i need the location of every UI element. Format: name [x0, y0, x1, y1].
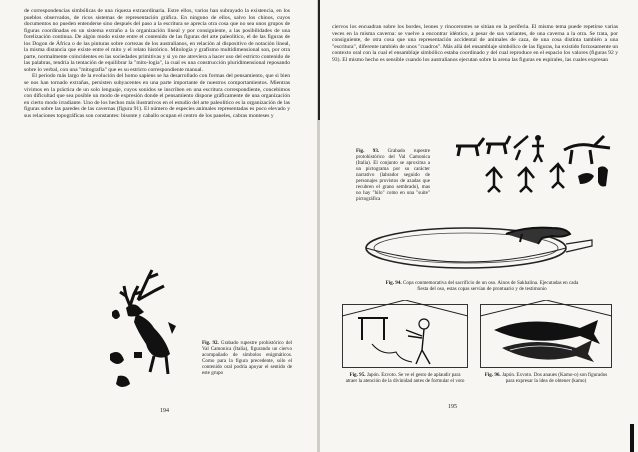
fig94-caption-text: Copa conmemorativa del sacrificio de un oso. Ainos de Sakhalina. Ejecutadas en cada fiesta del oso, estas copas servían de prontuario y de testimonio — [402, 280, 579, 292]
fig92-caption-text: Grabado rupestre prohistórico del Val Camonica (Italia), figurando un ciervo acompañado de símbolos enigmáticos. Como para la figura precedente, sólo el contenido oral podría apoyar el sentido de este grupo — [202, 340, 292, 376]
fig93-caption — [356, 148, 430, 202]
fig96-caption-text: Japón. Exvoto. Dos anaues (Kamo-o) son figurados para expresar la idea de obtener (kamo) — [502, 372, 608, 384]
fig96-exvoto-fish — [480, 300, 612, 368]
fig92-caption — [202, 340, 292, 376]
fig93-caption-number: Fig. 93. — [356, 148, 380, 154]
fig93-caption-text: Grabado rupestre protohistórico del Val Camonica (Italia). El conjunto se aproxima a un pictograma por su carácter narrativo (labrador seguido de personajes provistos de azadas que recubren el grano sembrado), mas no hay "hilo" como en una "suite" pictográfica — [356, 148, 430, 202]
left-body-text — [24, 8, 290, 256]
right-page-number: 195 — [448, 404, 457, 410]
fig96-caption — [484, 372, 608, 384]
fig95-caption-number: Fig. 95. — [349, 372, 366, 378]
right-body-text — [332, 24, 618, 120]
fig95-caption-text: Japón. Ezvoto. Se ve el gesto de aplaudir para atraer la atención de la divinidad antes de formular el voto — [345, 372, 465, 384]
fig93-petroglyph-scene — [454, 128, 616, 206]
left-page — [0, 0, 318, 452]
fig94-caption-number: Fig. 94. — [385, 280, 402, 286]
fig92-caption-number: Fig. 92. — [202, 340, 219, 346]
left-paragraph-2: El período más largo de la evolución del homo sapiens se ha desarrollado con formas del pensamiento, que si bien se nos han tornado extrañas, persisten subyacentes en una parte importante de nuestros comportamientos. Mientras vivimos en la práctica de un solo lenguaje, cuyos sonidos se inscriben en una escritura correspondiente, concebimos con dificultad que sea posible un modo de expresión donde el pensamiento dispone gráficamente de una organización en cierto modo irradiante. Uno de los hechos más ilustrativos en el estudio del arte paleolítico es la organización de las figuras sobre las paredes de las cavernas (figura 91). El número de especies animales representadas es poco elevado y sus relaciones topográficas son constantes: bisonte y caballo ocupan el centro de los paneles, cabras monteses y — [24, 73, 290, 119]
right-paragraph-1: ciervos los encuadran sobre los bordes, leones y rinocerontes se sitúan en la periferia. El mismo tema puede repetirse varias veces en la misma caverna: se vuelve a encontrar idéntico, a pesar de sus variantes, de una caverna a la otra. Se trata, por consiguiente, de otra cosa que una representación accidental de animales de caza, de una cosa distinta también a una "escritura", diferente también de unos "cuadros". Más allá del ensamblaje simbólico de las figuras, ha existido forzosamente un contexto oral con la cual el ensamblaje simbólico estaba coordinado y del cual reproduce en el espacio los valores (figuras 92 y 93). El mismo hecho es sensible cuando los australianos ejecutan sobre la arena las figuras en espirales, las cuales expresan — [332, 24, 618, 63]
page-edge-mark — [630, 424, 634, 452]
fig96-caption-number: Fig. 96. — [484, 372, 501, 378]
fig94-bear-cup — [356, 214, 596, 274]
fig94-caption — [384, 280, 580, 292]
fig92-deer-petroglyph — [108, 256, 188, 392]
fig95-caption — [344, 372, 466, 384]
left-page-number: 194 — [160, 408, 169, 414]
right-page — [320, 0, 638, 452]
fig95-exvoto-clapping — [342, 300, 468, 368]
left-paragraph-1: de correspondencias simbólicas de una riqueza extraordinaria. Estre ellos, varios han subrayado la existencia, en los pueblos observados, de ricos sistemas de representación gráfica. En ninguno de ellos, salvo los chinos, cuyos documentos no pueden entenderse sino después del paso a la escritura se aprecia otra cosa que no sea unos grupos de figuras coordinadas en un sistema extraño a la organización lineal y por consiguiente, a las posibilidades de una forelización continua. De algún modo existe entre el contenido de las figuras del arte paleolítico, el de las figuras de los Dogon de África o de las pinturas sobre cortezas de los australianos, en relación al dispositivo de notación lineal, la misma distancia que existe entre el mito y el relato histórico. Mitología y grafismo multidimensional son, por otra parte, normalmente coincidentes en las sociedades primitivas y si yo me atreviera a hacer uso del estricto contenido de las palabras, tendría la tentación de equilibrar la "mito-logía", la cual es una construcción pluridimensional reposando sobre lo verbal, con una "mitografía" que es su estricto correspondiente manual. — [24, 8, 290, 73]
